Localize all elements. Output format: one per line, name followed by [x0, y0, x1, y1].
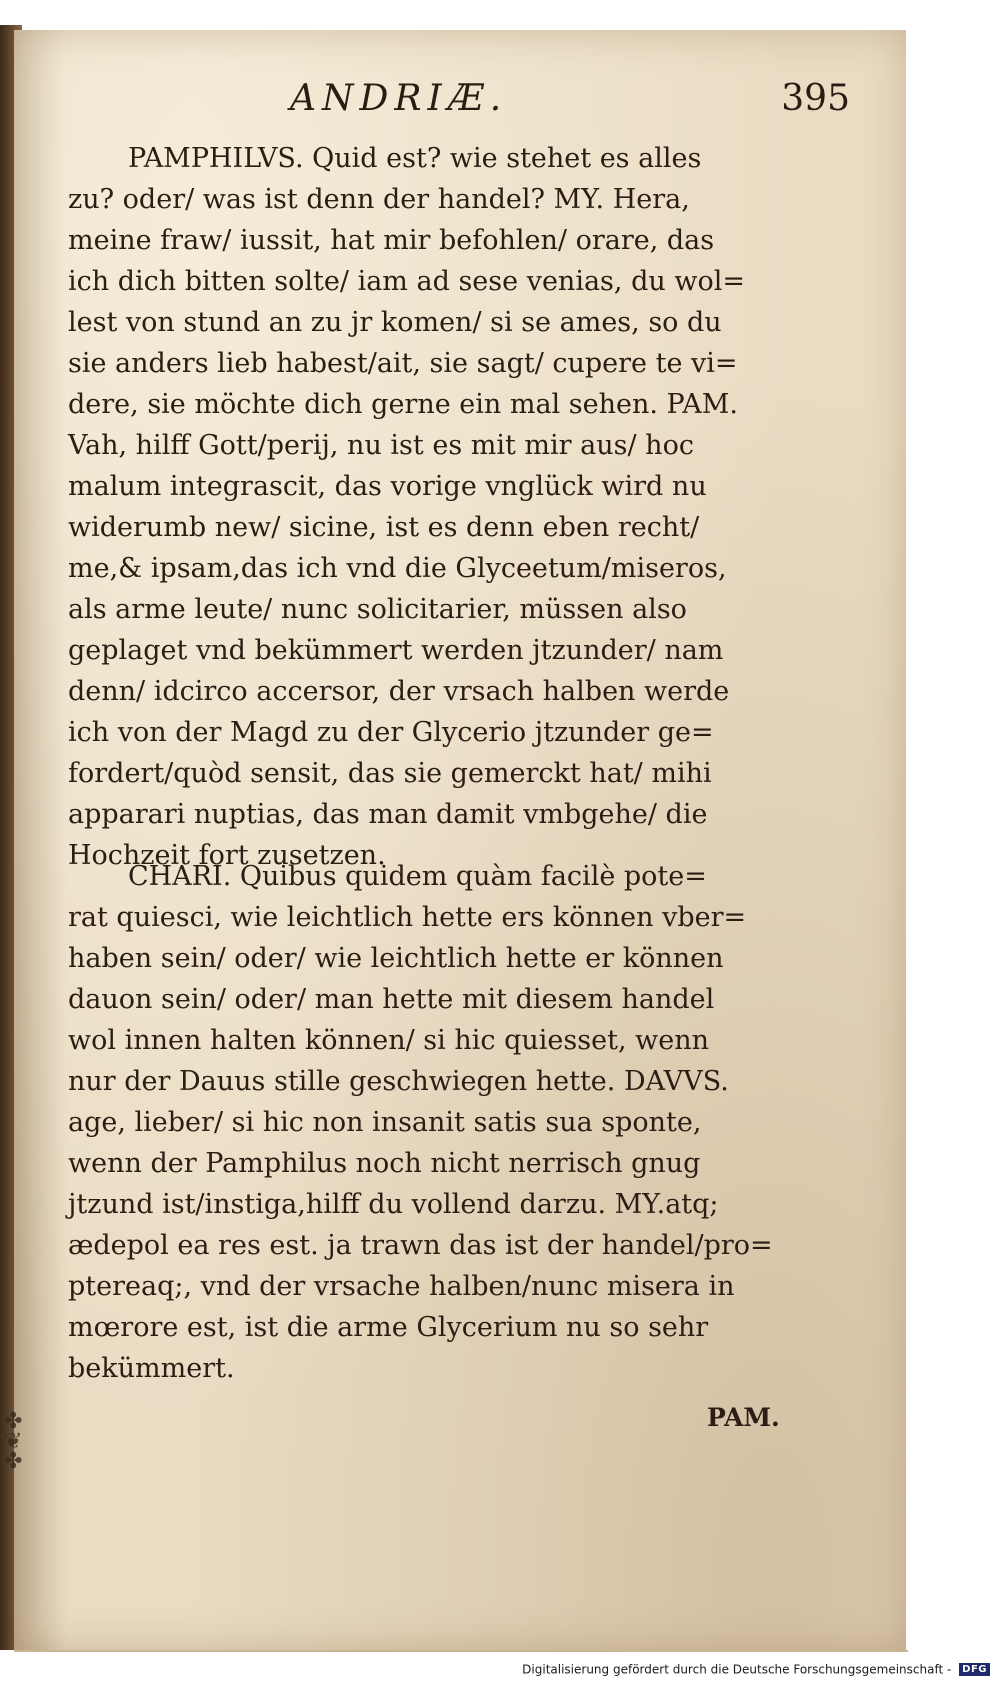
scan-margin: [906, 30, 1000, 1650]
text-line: CHARI. Quibus quidem quàm facilè pote=: [128, 861, 707, 892]
text-line: ich von der Magd zu der Glycerio jtzunder ge=: [68, 717, 714, 748]
text-line: wol innen halten können/ si hic quiesset, wenn: [68, 1025, 709, 1056]
text-line: fordert/quòd sensit, das sie gemerckt hat/ mihi: [68, 758, 712, 789]
footer-credit: Digitalisierung gefördert durch die Deutsche Forschungsgemeinschaft -: [522, 1662, 952, 1677]
text-line: meine fraw/ iussit, hat mir befohlen/ orare, das: [68, 225, 715, 256]
text-line: rat quiesci, wie leichtlich hette ers können vber=: [68, 902, 747, 933]
text-line: me,& ipsam,das ich vnd die Glyceetum/miseros,: [68, 553, 727, 584]
page-header: [290, 78, 850, 128]
page-number: 395: [781, 78, 850, 119]
catchword: PAM.: [707, 1403, 780, 1432]
text-line: dere, sie möchte dich gerne ein mal sehen. PAM.: [68, 389, 738, 420]
text-line: haben sein/ oder/ wie leichtlich hette er können: [68, 943, 724, 974]
text-line: zu? oder/ was ist denn der handel? MY. Hera,: [68, 184, 690, 215]
footer: [0, 1662, 990, 1684]
margin-ornament-icon: ✤ ❦ ✤: [4, 1409, 23, 1474]
text-line: mœrore est, ist die arme Glycerium nu so sehr: [68, 1312, 709, 1343]
paragraph-charinus: [68, 856, 808, 1389]
text-line: nur der Dauus stille geschwiegen hette. DAVVS.: [68, 1066, 729, 1097]
text-line: wenn der Pamphilus noch nicht nerrisch gnug: [68, 1148, 701, 1179]
text-line: PAMPHILVS. Quid est? wie stehet es alles: [128, 143, 702, 174]
text-line: widerumb new/ sicine, ist es denn eben recht/: [68, 512, 700, 543]
text-line: sie anders lieb habest/ait, sie sagt/ cupere te vi=: [68, 348, 738, 379]
text-line: geplaget vnd bekümmert werden jtzunder/ nam: [68, 635, 724, 666]
text-line: bekümmert.: [68, 1353, 235, 1384]
running-title: ANDRIÆ.: [290, 78, 508, 119]
text-line: Hochzeit fort zusetzen.: [68, 840, 386, 871]
text-line: ptereaq;, vnd der vrsache halben/nunc misera in: [68, 1271, 735, 1302]
paragraph-pamphilus: [68, 138, 808, 876]
text-line: apparari nuptias, das man damit vmbgehe/ die: [68, 799, 708, 830]
text-line: jtzund ist/instiga,hilff du vollend darzu. MY.atq;: [68, 1189, 719, 1220]
text-line: als arme leute/ nunc solicitarier, müssen also: [68, 594, 687, 625]
text-line: ich dich bitten solte/ iam ad sese venias, du wol=: [68, 266, 745, 297]
text-line: ædepol ea res est. ja trawn das ist der handel/pro=: [68, 1230, 773, 1261]
text-line: denn/ idcirco accersor, der vrsach halben werde: [68, 676, 730, 707]
text-line: age, lieber/ si hic non insanit satis sua sponte,: [68, 1107, 702, 1138]
dfg-logo: DFG: [959, 1663, 990, 1676]
text-line: lest von stund an zu jr komen/ si se ames, so du: [68, 307, 722, 338]
text-line: malum integrascit, das vorige vnglück wird nu: [68, 471, 707, 502]
text-line: dauon sein/ oder/ man hette mit diesem handel: [68, 984, 715, 1015]
text-line: Vah, hilff Gott/perij, nu ist es mit mir aus/ hoc: [68, 430, 694, 461]
